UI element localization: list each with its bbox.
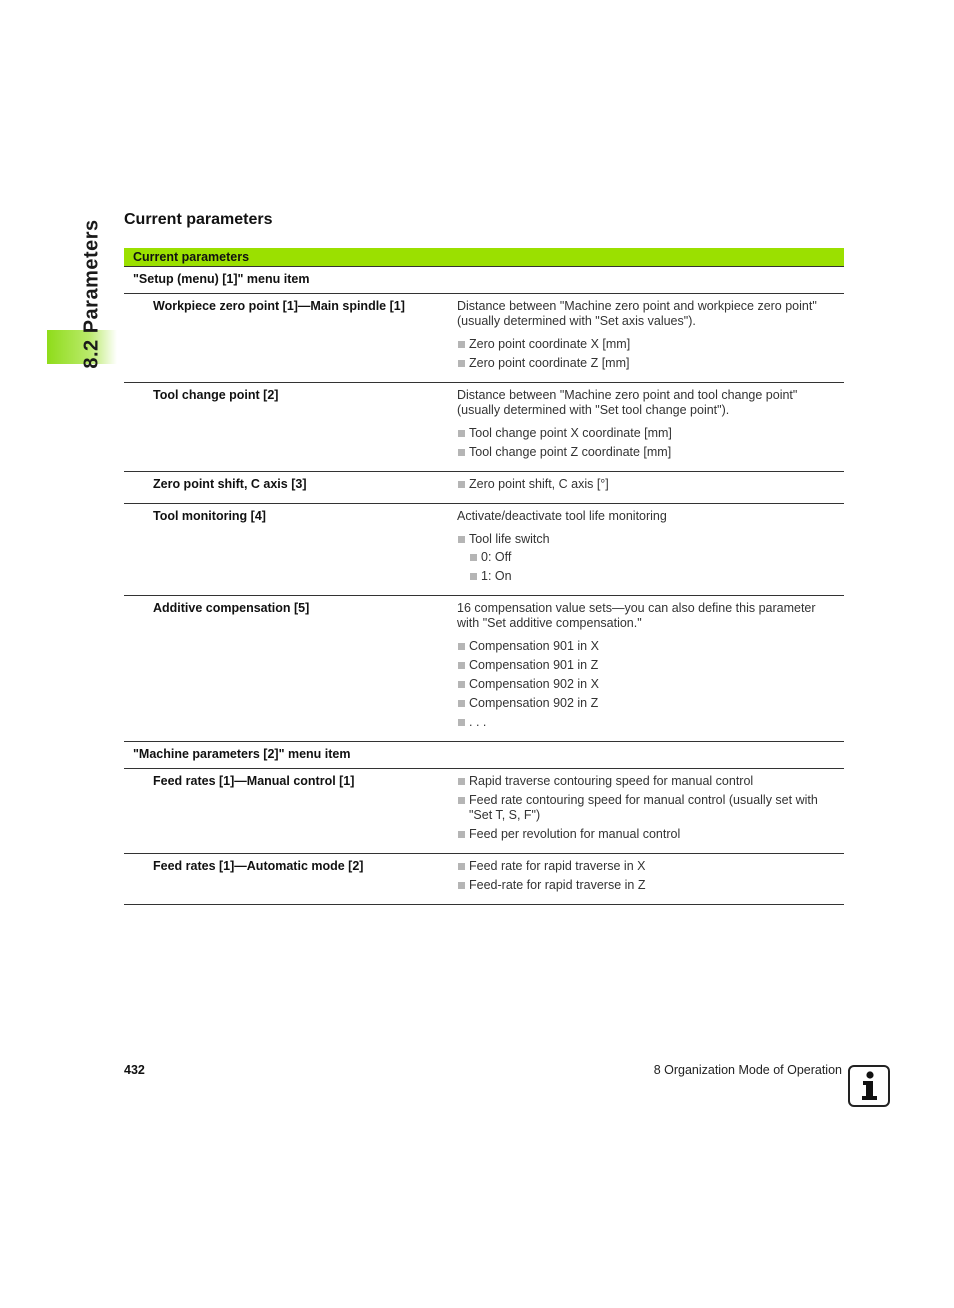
table-row <box>124 854 844 905</box>
parameter-description <box>457 383 844 472</box>
parameter-description <box>457 504 844 596</box>
parameters-table <box>124 248 844 905</box>
list-item: Rapid traverse contouring speed for manual control <box>457 774 838 789</box>
list-item: Zero point coordinate Z [mm] <box>457 356 838 371</box>
parameter-description <box>457 854 844 905</box>
parameter-name: Tool change point [2] <box>124 383 457 472</box>
list-item: Compensation 901 in Z <box>457 658 838 673</box>
description-text: Distance between "Machine zero point and workpiece zero point" (usually determined with "Set axis values"). <box>457 299 817 328</box>
chapter-side-label: 8.2 Parameters <box>80 219 103 369</box>
sub-list-item: 1: On <box>469 569 838 584</box>
description-text: Distance between "Machine zero point and tool change point" (usually determined with "Set tool change point"). <box>457 388 798 417</box>
parameter-name: Workpiece zero point [1]—Main spindle [1] <box>124 294 457 383</box>
sub-list-item: 0: Off <box>469 550 838 565</box>
table-row <box>124 504 844 596</box>
list-item-label: Tool life switch <box>469 532 550 546</box>
menu-row <box>124 267 844 294</box>
parameter-description <box>457 472 844 504</box>
list-item: Compensation 902 in Z <box>457 696 838 711</box>
list-item: Feed rate for rapid traverse in X <box>457 859 838 874</box>
list-item: . . . <box>457 715 838 730</box>
parameter-description <box>457 596 844 742</box>
parameter-name: Additive compensation [5] <box>124 596 457 742</box>
description-text: 16 compensation value sets—you can also define this parameter with "Set additive compensation." <box>457 601 816 630</box>
list-item <box>457 532 838 584</box>
chapter-title: 8 Organization Mode of Operation <box>653 1063 842 1077</box>
table-header-row <box>124 248 844 267</box>
section-title: Current parameters <box>124 211 273 228</box>
parameter-description <box>457 769 844 854</box>
list-item: Zero point shift, C axis [°] <box>457 477 838 492</box>
table-row <box>124 383 844 472</box>
list-item: Compensation 901 in X <box>457 639 838 654</box>
table-row <box>124 769 844 854</box>
menu-item-label: "Setup (menu) [1]" menu item <box>124 267 844 294</box>
parameter-name: Feed rates [1]—Manual control [1] <box>124 769 457 854</box>
table-row <box>124 294 844 383</box>
parameter-description <box>457 294 844 383</box>
table-row <box>124 596 844 742</box>
page-number: 432 <box>124 1063 145 1077</box>
list-item: Feed-rate for rapid traverse in Z <box>457 878 838 893</box>
list-item: Zero point coordinate X [mm] <box>457 337 838 352</box>
table-row <box>124 472 844 504</box>
list-item: Tool change point X coordinate [mm] <box>457 426 838 441</box>
parameter-name: Feed rates [1]—Automatic mode [2] <box>124 854 457 905</box>
list-item: Tool change point Z coordinate [mm] <box>457 445 838 460</box>
description-text: Activate/deactivate tool life monitoring <box>457 509 667 523</box>
list-item: Feed per revolution for manual control <box>457 827 838 842</box>
menu-item-label: "Machine parameters [2]" menu item <box>124 742 844 769</box>
table-header: Current parameters <box>124 248 844 267</box>
list-item: Compensation 902 in X <box>457 677 838 692</box>
parameter-name: Zero point shift, C axis [3] <box>124 472 457 504</box>
info-icon <box>848 1065 890 1107</box>
menu-row <box>124 742 844 769</box>
parameter-name: Tool monitoring [4] <box>124 504 457 596</box>
list-item: Feed rate contouring speed for manual control (usually set with "Set T, S, F") <box>457 793 838 823</box>
info-icon-glyph <box>850 1067 888 1105</box>
